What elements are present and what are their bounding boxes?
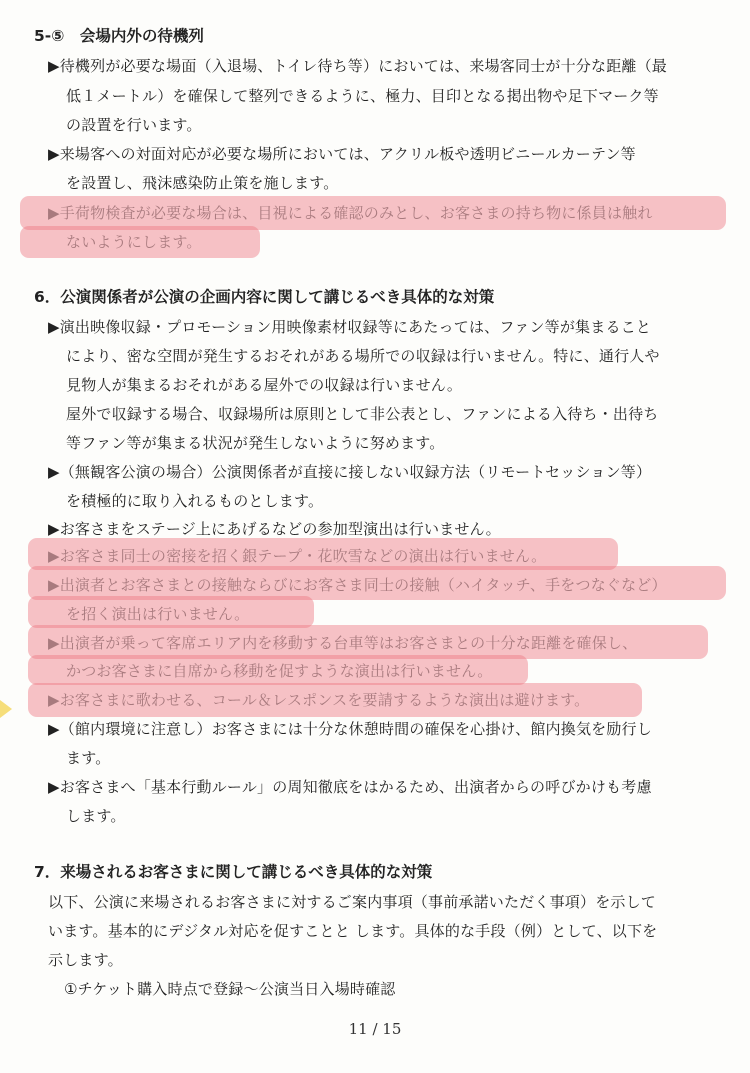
sec6-line-11: を招く演出は行いません。 <box>66 605 250 623</box>
sec6-line-17: ▶お客さまへ「基本行動ルール」の周知徹底をはかるため、出演者からの呼びかけも考慮 <box>48 778 652 796</box>
sec5-line-1: ▶待機列が必要な場面（入退場、トイレ待ち等）においては、来場客同士が十分な距離（最 <box>48 57 667 75</box>
sec5-line-4: ▶来場客への対面対応が必要な場所においては、アクリル板や透明ビニールカーテン等 <box>48 145 636 163</box>
sec5-line-5: を設置し、飛沫感染防止策を施します。 <box>66 174 339 192</box>
sec7-line-3: 示します。 <box>48 951 123 969</box>
sec6-line-15: ▶（館内環境に注意し）お客さまには十分な休憩時間の確保を心掛け、館内換気を励行し <box>48 720 652 738</box>
sec6-line-7: を積極的に取り入れるものとします。 <box>66 492 324 510</box>
sec6-line-5: 等ファン等が集まる状況が発生しないように努めます。 <box>66 434 445 452</box>
sec6-line-10: ▶出演者とお客さまとの接触ならびにお客さま同士の接触（ハイタッチ、手をつなぐなど） <box>48 576 667 594</box>
margin-marker-icon <box>0 700 12 718</box>
sec6-line-12: ▶出演者が乗って客席エリア内を移動する台車等はお客さまとの十分な距離を確保し、 <box>48 634 638 652</box>
sec6-line-9: ▶お客さま同士の密接を招く銀テープ・花吹雪などの演出は行いません。 <box>48 547 547 565</box>
sec6-line-13: かつお客さまに自席から移動を促すような演出は行いません。 <box>66 662 493 680</box>
sec5-line-6: ▶手荷物検査が必要な場合は、目視による確認のみとし、お客さまの持ち物に係員は触れ <box>48 204 653 222</box>
sec5-line-3: の設置を行います。 <box>66 116 202 134</box>
sec6-line-18: します。 <box>66 807 126 825</box>
section-5-5-heading: 5-⑤ 会場内外の待機列 <box>34 27 204 45</box>
sec6-line-2: により、密な空間が発生するおそれがある場所での収録は行いません。特に、通行人や <box>66 347 660 365</box>
sec5-line-7: ないようにします。 <box>66 233 202 251</box>
sec7-line-4: ①チケット購入時点で登録～公演当日入場時確認 <box>64 980 396 998</box>
sec6-line-6: ▶（無観客公演の場合）公演関係者が直接に接しない収録方法（リモートセッション等） <box>48 463 652 481</box>
sec6-line-16: ます。 <box>66 749 111 767</box>
sec5-line-2: 低１メートル）を確保して整列できるように、極力、目印となる掲出物や足下マーク等 <box>66 87 659 105</box>
sec7-line-2: います。基本的にデジタル対応を促すことと します。具体的な手段（例）として、以下を <box>48 922 658 940</box>
page-number: 11 / 15 <box>348 1020 402 1038</box>
sec6-line-8: ▶お客さまをステージ上にあげるなどの参加型演出は行いません。 <box>48 520 501 538</box>
sec7-line-1: 以下、公演に来場されるお客さまに対するご案内事項（事前承諾いただく事項）を示して <box>48 893 657 911</box>
section-6-heading: 6．公演関係者が公演の企画内容に関して講じるべき具体的な対策 <box>34 288 495 306</box>
section-7-heading: 7．来場されるお客さまに関して講じるべき具体的な対策 <box>34 863 433 881</box>
sec6-line-3: 見物人が集まるおそれがある屋外での収録は行いません。 <box>66 376 463 394</box>
sec6-line-4: 屋外で収録する場合、収録場所は原則として非公表とし、ファンによる入待ち・出待ち <box>66 405 659 423</box>
sec6-line-1: ▶演出映像収録・プロモーション用映像素材収録等にあたっては、ファン等が集まること <box>48 318 652 336</box>
sec6-line-14: ▶お客さまに歌わせる、コール＆レスポンスを要請するような演出は避けます。 <box>48 691 590 709</box>
